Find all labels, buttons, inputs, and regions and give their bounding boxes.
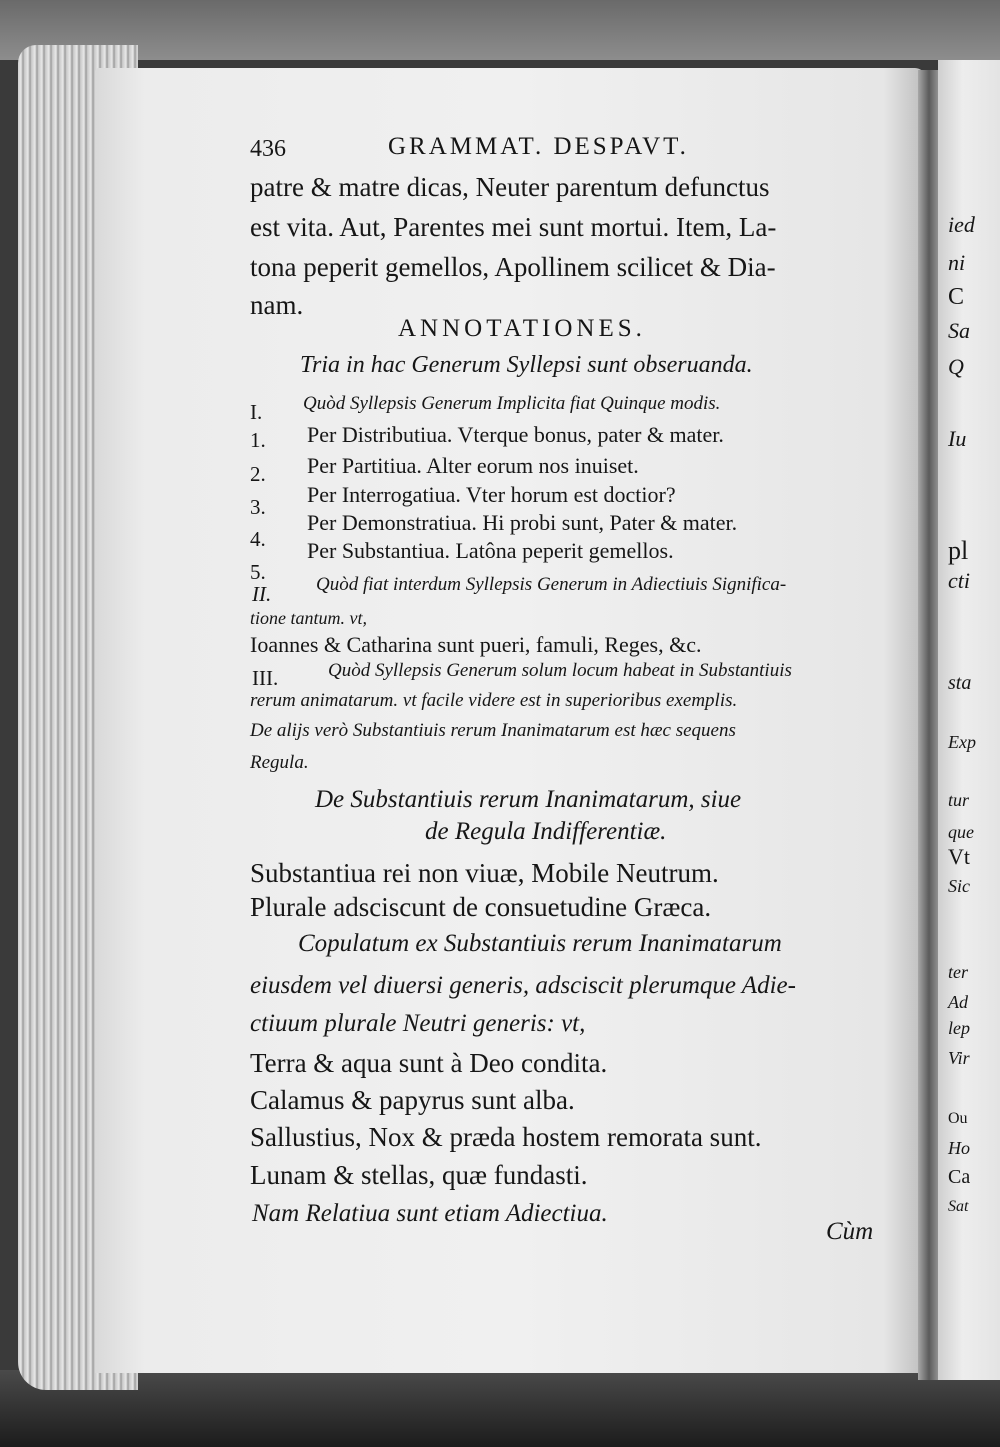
item-number: I. bbox=[250, 400, 263, 424]
page-number: 436 bbox=[250, 136, 286, 162]
right-page-fragment: Ou bbox=[948, 1110, 968, 1127]
example-line: Calamus & papyrus sunt alba. bbox=[250, 1085, 575, 1115]
right-page-fragment: Sic bbox=[948, 876, 970, 896]
text-line: ctiuum plurale Neutri generis: vt, bbox=[250, 1010, 586, 1037]
annotations-subheading: Tria in hac Generum Syllepsi sunt obseruanda. bbox=[300, 352, 753, 378]
right-page-fragment: ied bbox=[948, 212, 975, 237]
example-line: Lunam & stellas, quæ fundasti. bbox=[250, 1160, 588, 1190]
right-page-fragment: Sat bbox=[948, 1198, 969, 1215]
annotation-item: Quòd Syllepsis Generum solum locum habeat in Substantiuis bbox=[328, 660, 792, 681]
example-line: Ioannes & Catharina sunt pueri, famuli, Reges, &c. bbox=[250, 632, 702, 657]
item-number: 5. bbox=[250, 560, 266, 584]
background-bottom bbox=[0, 1370, 1000, 1447]
rule-line: Substantiua rei non viuæ, Mobile Neutrum. bbox=[250, 858, 719, 888]
item-number: III. bbox=[252, 666, 279, 690]
section-heading: de Regula Indifferentiæ. bbox=[425, 818, 667, 845]
right-page-fragment: sta bbox=[948, 672, 972, 694]
running-title: GRAMMAT. DESPAVT. bbox=[388, 133, 689, 160]
section-heading: De Substantiuis rerum Inanimatarum, siue bbox=[315, 786, 742, 813]
annotation-item: Per Distributiua. Vterque bonus, pater & mater. bbox=[307, 422, 724, 447]
right-page-fragment: Ho bbox=[948, 1138, 970, 1158]
rule-line: Plurale adsciscunt de consuetudine Græca. bbox=[250, 892, 712, 922]
right-page-fragment: C bbox=[948, 284, 965, 310]
book-gutter bbox=[918, 70, 940, 1380]
right-page-fragment: Sa bbox=[948, 318, 970, 343]
annotation-item: De alijs verò Substantiuis rerum Inanimatarum est hæc sequens bbox=[250, 720, 736, 741]
background-top bbox=[0, 0, 1000, 60]
right-page-fragment: Q bbox=[948, 354, 964, 379]
right-page-fragment: Vir bbox=[948, 1048, 970, 1068]
right-page-fragment: que bbox=[948, 822, 974, 842]
item-number: 1. bbox=[250, 428, 266, 452]
right-page-fragment: Vt bbox=[948, 844, 970, 869]
annotation-item: Quòd fiat interdum Syllepsis Generum in Adiectiuis Significa- bbox=[316, 574, 787, 595]
example-line: Nam Relatiua sunt etiam Adiectiua. bbox=[252, 1200, 608, 1227]
right-page-fragment: pl bbox=[948, 536, 969, 565]
text-line: tona peperit gemellos, Apollinem scilicet & Dia- bbox=[250, 252, 776, 282]
text-line: est vita. Aut, Parentes mei sunt mortui. Item, La- bbox=[250, 212, 777, 242]
example-line: Terra & aqua sunt à Deo condita. bbox=[250, 1048, 608, 1078]
annotation-item: Regula. bbox=[250, 752, 309, 773]
annotation-item: tione tantum. vt, bbox=[250, 608, 367, 628]
text-line: Copulatum ex Substantiuis rerum Inanimatarum bbox=[298, 930, 782, 957]
annotations-heading: ANNOTATIONES. bbox=[398, 315, 646, 342]
item-number: 2. bbox=[250, 462, 266, 486]
right-page-fragment: ter bbox=[948, 962, 968, 982]
annotation-item: Per Substantiua. Latôna peperit gemellos. bbox=[307, 538, 674, 563]
annotation-item: rerum animatarum. vt facile videre est in superioribus exemplis. bbox=[250, 690, 738, 711]
item-number: 4. bbox=[250, 527, 266, 551]
item-number: II. bbox=[252, 582, 272, 606]
text-line: eiusdem vel diuersi generis, adsciscit plerumque Adie- bbox=[250, 972, 796, 999]
item-number: 3. bbox=[250, 495, 266, 519]
right-page-fragment: cti bbox=[948, 568, 970, 593]
right-page-fragment: Exp bbox=[948, 732, 976, 752]
right-page-fragment: lep bbox=[948, 1018, 970, 1038]
text-line: patre & matre dicas, Neuter parentum defunctus bbox=[250, 172, 770, 202]
annotation-item: Per Partitiua. Alter eorum nos inuiset. bbox=[307, 453, 639, 478]
right-page-fragment: Ca bbox=[948, 1166, 971, 1188]
right-page-fragment: Iu bbox=[948, 426, 967, 451]
catchword: Cùm bbox=[826, 1218, 874, 1245]
annotation-item: Per Interrogatiua. Vter horum est doctior? bbox=[307, 482, 676, 507]
right-page-fragment: Ad bbox=[948, 992, 968, 1012]
text-line: nam. bbox=[250, 290, 304, 320]
right-page-fragment: tur bbox=[948, 790, 970, 810]
annotation-item: Quòd Syllepsis Generum Implicita fiat Quinque modis. bbox=[303, 393, 721, 414]
annotation-item: Per Demonstratiua. Hi probi sunt, Pater & mater. bbox=[307, 510, 738, 535]
example-line: Sallustius, Nox & præda hostem remorata sunt. bbox=[250, 1122, 762, 1152]
right-page-fragment: ni bbox=[948, 250, 966, 275]
